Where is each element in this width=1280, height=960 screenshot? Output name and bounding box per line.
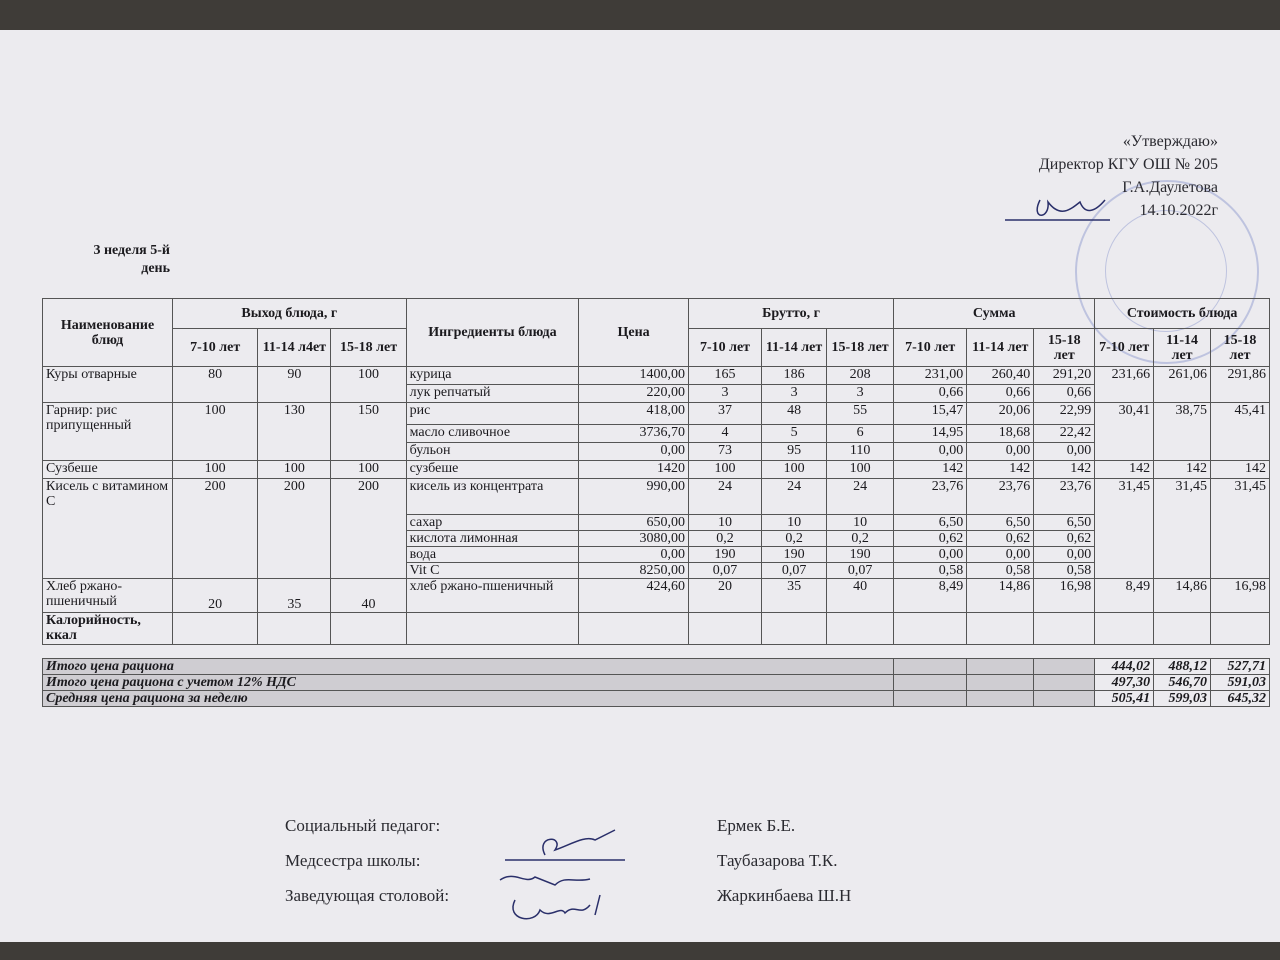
header-ingredients: Ингредиенты блюда <box>406 299 579 367</box>
sum-value: 18,68 <box>967 425 1034 443</box>
cost-value: 45,41 <box>1211 403 1270 461</box>
calories-row <box>43 613 1270 645</box>
empty-cell <box>967 659 1034 675</box>
sum-value: 0,58 <box>967 563 1034 579</box>
empty-cell <box>173 613 258 645</box>
sum-value: 14,95 <box>894 425 967 443</box>
signature-line <box>285 886 905 910</box>
gross-value: 40 <box>827 579 894 613</box>
dish-output: 100 <box>173 403 258 461</box>
sum-value: 15,47 <box>894 403 967 425</box>
gross-value: 190 <box>762 547 827 563</box>
total-value: 645,32 <box>1211 691 1270 707</box>
gross-value: 35 <box>762 579 827 613</box>
total-value: 599,03 <box>1154 691 1211 707</box>
gross-value: 5 <box>762 425 827 443</box>
gross-value: 100 <box>762 461 827 479</box>
header-age: 11-14 лет <box>762 329 827 367</box>
sum-value: 0,58 <box>1034 563 1095 579</box>
cost-value: 30,41 <box>1095 403 1154 461</box>
gross-value: 100 <box>827 461 894 479</box>
ingredient-price: 1400,00 <box>579 367 689 385</box>
total-row <box>43 675 1270 691</box>
ingredient-price: 418,00 <box>579 403 689 425</box>
total-value: 527,71 <box>1211 659 1270 675</box>
total-label: Средняя цена рациона за неделю <box>43 691 894 707</box>
total-row <box>43 659 1270 675</box>
empty-cell <box>406 613 579 645</box>
gross-value: 48 <box>762 403 827 425</box>
empty-cell <box>827 613 894 645</box>
total-label: Итого цена рациона <box>43 659 894 675</box>
sum-value: 0,66 <box>967 385 1034 403</box>
document-sheet <box>0 30 1280 942</box>
approval-title: «Утверждаю» <box>1122 133 1218 150</box>
gross-value: 3 <box>762 385 827 403</box>
dish-output: 130 <box>258 403 331 461</box>
ingredient-price: 0,00 <box>579 443 689 461</box>
cost-value: 231,66 <box>1095 367 1154 403</box>
cost-value: 38,75 <box>1154 403 1211 461</box>
table-row <box>43 403 1270 425</box>
sum-value: 16,98 <box>1034 579 1095 613</box>
cost-value: 142 <box>1211 461 1270 479</box>
gross-value: 3 <box>688 385 761 403</box>
header-age: 15-18 лет <box>827 329 894 367</box>
ingredient-name: сузбеше <box>406 461 579 479</box>
sum-value: 14,86 <box>967 579 1034 613</box>
empty-cell <box>894 675 967 691</box>
sum-value: 0,66 <box>894 385 967 403</box>
ingredient-price: 650,00 <box>579 515 689 531</box>
ingredient-name: хлеб ржано-пшеничный <box>406 579 579 613</box>
dish-name: Хлеб ржано-пшеничный <box>43 579 173 613</box>
dish-output: 100 <box>331 461 406 479</box>
signature-person: Таубазарова Т.К. <box>717 851 838 870</box>
sum-value: 23,76 <box>1034 479 1095 515</box>
sum-value: 6,50 <box>1034 515 1095 531</box>
empty-cell <box>1154 613 1211 645</box>
sum-value: 142 <box>894 461 967 479</box>
signature-line <box>285 851 905 875</box>
ingredient-price: 220,00 <box>579 385 689 403</box>
cost-value: 142 <box>1154 461 1211 479</box>
gross-value: 110 <box>827 443 894 461</box>
empty-cell <box>967 675 1034 691</box>
header-age: 11-14 л4ет <box>258 329 331 367</box>
total-value: 444,02 <box>1095 659 1154 675</box>
menu-table <box>42 298 1270 707</box>
gross-value: 186 <box>762 367 827 385</box>
header-age: 7-10 лет <box>173 329 258 367</box>
dish-name: Гарнир: рис припущенный <box>43 403 173 461</box>
dish-name: Куры отварные <box>43 367 173 403</box>
header-age: 15-18 лет <box>1211 329 1270 367</box>
gross-value: 10 <box>762 515 827 531</box>
sum-value: 0,00 <box>1034 443 1095 461</box>
ingredient-name: сахар <box>406 515 579 531</box>
total-row <box>43 691 1270 707</box>
header-age: 15-18 лет <box>331 329 406 367</box>
gross-value: 0,2 <box>688 531 761 547</box>
gross-value: 20 <box>688 579 761 613</box>
dish-output: 200 <box>258 479 331 579</box>
signature-line <box>285 816 905 840</box>
ingredient-name: кисель из концентрата <box>406 479 579 515</box>
dish-output: 100 <box>258 461 331 479</box>
calories-label: Калорийность, ккал <box>43 613 173 645</box>
gross-value: 55 <box>827 403 894 425</box>
signatures-drawing <box>495 825 635 935</box>
gross-value: 10 <box>827 515 894 531</box>
cost-value: 291,86 <box>1211 367 1270 403</box>
ingredient-price: 3080,00 <box>579 531 689 547</box>
table-row <box>43 479 1270 515</box>
approval-director: Г.А.Даулетова <box>1122 179 1218 196</box>
sum-value: 23,76 <box>894 479 967 515</box>
header-age: 11-14 лет <box>967 329 1034 367</box>
dish-output: 80 <box>173 367 258 403</box>
sum-value: 0,00 <box>894 443 967 461</box>
header-age: 15-18 лет <box>1034 329 1095 367</box>
sum-value: 231,00 <box>894 367 967 385</box>
gross-value: 10 <box>688 515 761 531</box>
table-row <box>43 579 1270 613</box>
sum-value: 0,58 <box>894 563 967 579</box>
dish-name: Кисель с витамином С <box>43 479 173 579</box>
gross-value: 4 <box>688 425 761 443</box>
header-age: 7-10 лет <box>1095 329 1154 367</box>
ingredient-name: Vit C <box>406 563 579 579</box>
empty-cell <box>1034 691 1095 707</box>
dish-name: Сузбеше <box>43 461 173 479</box>
ingredient-price: 990,00 <box>579 479 689 515</box>
gross-value: 190 <box>688 547 761 563</box>
sum-value: 0,62 <box>894 531 967 547</box>
gross-value: 165 <box>688 367 761 385</box>
dish-output: 200 <box>331 479 406 579</box>
total-value: 546,70 <box>1154 675 1211 691</box>
gross-value: 37 <box>688 403 761 425</box>
total-label: Итого цена рациона с учетом 12% НДС <box>43 675 894 691</box>
sum-value: 23,76 <box>967 479 1034 515</box>
cost-value: 261,06 <box>1154 367 1211 403</box>
gross-value: 95 <box>762 443 827 461</box>
empty-cell <box>894 613 967 645</box>
empty-cell <box>579 613 689 645</box>
signature-person: Ермек Б.Е. <box>717 816 796 835</box>
ingredient-name: кислота лимонная <box>406 531 579 547</box>
sum-value: 0,00 <box>894 547 967 563</box>
ingredient-name: вода <box>406 547 579 563</box>
total-value: 591,03 <box>1211 675 1270 691</box>
sum-value: 0,00 <box>1034 547 1095 563</box>
empty-cell <box>1034 659 1095 675</box>
empty-cell <box>762 613 827 645</box>
gross-value: 6 <box>827 425 894 443</box>
empty-cell <box>967 691 1034 707</box>
empty-cell <box>1034 675 1095 691</box>
sum-value: 142 <box>967 461 1034 479</box>
dish-output: 100 <box>331 367 406 403</box>
sum-value: 0,00 <box>967 443 1034 461</box>
gross-value: 0,07 <box>762 563 827 579</box>
header-age: 7-10 лет <box>894 329 967 367</box>
sum-value: 142 <box>1034 461 1095 479</box>
gross-value: 100 <box>688 461 761 479</box>
signature-role: Социальный педагог: <box>285 816 441 835</box>
sum-value: 8,49 <box>894 579 967 613</box>
sum-value: 0,62 <box>1034 531 1095 547</box>
total-value: 488,12 <box>1154 659 1211 675</box>
ingredient-price: 0,00 <box>579 547 689 563</box>
approval-date: 14.10.2022г <box>1139 202 1218 219</box>
dish-output: 90 <box>258 367 331 403</box>
total-value: 497,30 <box>1095 675 1154 691</box>
approval-position: Директор КГУ ОШ № 205 <box>1038 156 1218 173</box>
sum-value: 0,66 <box>1034 385 1095 403</box>
sum-value: 0,62 <box>967 531 1034 547</box>
table-row <box>43 367 1270 385</box>
cost-value: 31,45 <box>1154 479 1211 579</box>
signature-role: Медсестра школы: <box>285 851 421 870</box>
week-day-label: 3 неделя 5-й день <box>93 243 170 276</box>
empty-cell <box>331 613 406 645</box>
cost-value: 14,86 <box>1154 579 1211 613</box>
gross-value: 0,07 <box>688 563 761 579</box>
signature-person: Жаркинбаева Ш.Н <box>717 886 852 905</box>
cost-value: 16,98 <box>1211 579 1270 613</box>
gross-value: 190 <box>827 547 894 563</box>
gross-value: 24 <box>827 479 894 515</box>
sum-value: 291,20 <box>1034 367 1095 385</box>
gross-value: 0,2 <box>827 531 894 547</box>
empty-cell <box>258 613 331 645</box>
dish-output: 150 <box>331 403 406 461</box>
sum-value: 20,06 <box>967 403 1034 425</box>
gross-value: 0,07 <box>827 563 894 579</box>
sum-value: 0,00 <box>967 547 1034 563</box>
dish-output: 35 <box>258 579 331 613</box>
header-gross: Брутто, г <box>688 299 893 329</box>
gross-value: 208 <box>827 367 894 385</box>
empty-cell <box>1095 613 1154 645</box>
empty-cell <box>1211 613 1270 645</box>
dish-output: 20 <box>173 579 258 613</box>
cost-value: 142 <box>1095 461 1154 479</box>
empty-cell <box>894 659 967 675</box>
ingredient-name: рис <box>406 403 579 425</box>
ingredient-price: 8250,00 <box>579 563 689 579</box>
gross-value: 24 <box>688 479 761 515</box>
ingredient-name: масло сливочное <box>406 425 579 443</box>
sum-value: 22,42 <box>1034 425 1095 443</box>
sum-value: 6,50 <box>967 515 1034 531</box>
dish-output: 40 <box>331 579 406 613</box>
header-age: 11-14 лет <box>1154 329 1211 367</box>
gross-value: 0,2 <box>762 531 827 547</box>
cost-value: 31,45 <box>1095 479 1154 579</box>
gross-value: 24 <box>762 479 827 515</box>
sum-value: 22,99 <box>1034 403 1095 425</box>
sum-value: 6,50 <box>894 515 967 531</box>
dish-output: 200 <box>173 479 258 579</box>
header-sum: Сумма <box>894 299 1095 329</box>
header-age: 7-10 лет <box>688 329 761 367</box>
ingredient-price: 1420 <box>579 461 689 479</box>
header-cost: Стоимость блюда <box>1095 299 1270 329</box>
ingredient-price: 424,60 <box>579 579 689 613</box>
empty-cell <box>894 691 967 707</box>
director-signature <box>1000 190 1130 230</box>
cost-value: 8,49 <box>1095 579 1154 613</box>
header-price: Цена <box>579 299 689 367</box>
empty-cell <box>688 613 761 645</box>
ingredient-name: бульон <box>406 443 579 461</box>
gross-value: 73 <box>688 443 761 461</box>
dish-output: 100 <box>173 461 258 479</box>
signature-role: Заведующая столовой: <box>285 886 450 905</box>
table-row <box>43 461 1270 479</box>
ingredient-name: лук репчатый <box>406 385 579 403</box>
ingredient-price: 3736,70 <box>579 425 689 443</box>
ingredient-name: курица <box>406 367 579 385</box>
cost-value: 31,45 <box>1211 479 1270 579</box>
sum-value: 260,40 <box>967 367 1034 385</box>
empty-cell <box>1034 613 1095 645</box>
header-dish-name: Наименование блюд <box>43 299 173 367</box>
empty-cell <box>967 613 1034 645</box>
gross-value: 3 <box>827 385 894 403</box>
total-value: 505,41 <box>1095 691 1154 707</box>
header-output: Выход блюда, г <box>173 299 407 329</box>
